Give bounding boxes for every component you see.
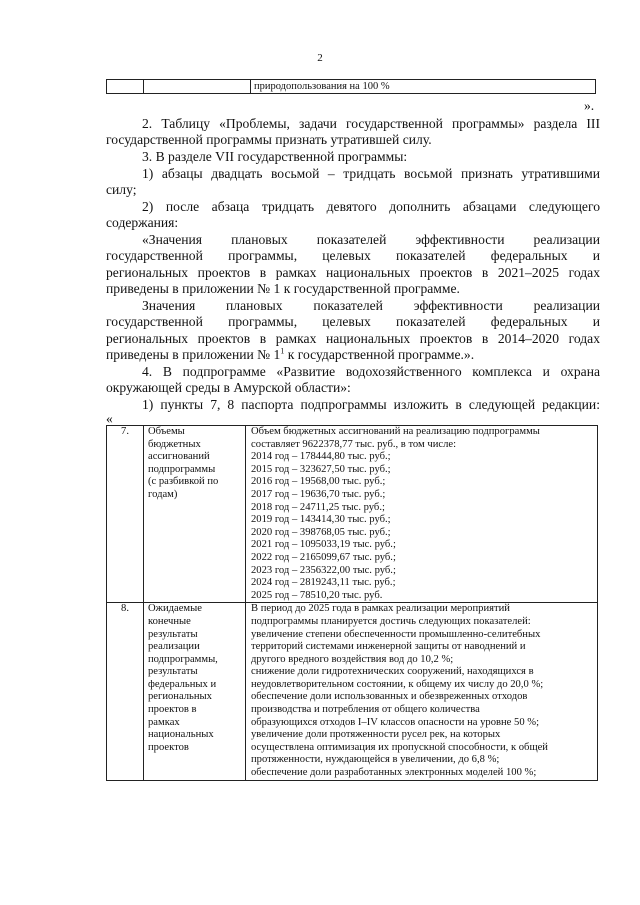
name-line: конечные <box>148 615 191 627</box>
passport-table <box>106 425 598 781</box>
name-line: Объемы <box>148 426 185 437</box>
table-row <box>107 426 598 603</box>
name-line: проектов <box>148 741 189 753</box>
quote-2-text-b: к государственной программе.». <box>284 347 475 362</box>
word: «Значения <box>142 232 203 247</box>
item-3-1-line-1: 1) абзацы двадцать восьмой – тридцать восьмой признать утратившими <box>142 166 600 181</box>
word: федеральных <box>490 314 568 329</box>
text-line: 2016 год – 19568,00 тыс. руб.; <box>251 476 386 488</box>
row-text <box>246 603 598 780</box>
paragraph-3-line-1: 3. В разделе VII государственной программы: <box>142 149 408 164</box>
text-line: обеспечение доли использованных и обезвреженных отходов <box>251 691 528 703</box>
text-line: территорий системами инженерной защиты от наводнений и <box>251 641 526 653</box>
name-line: проектов в <box>148 704 197 716</box>
word: Значения <box>142 298 196 313</box>
word: и <box>592 248 600 263</box>
table-row <box>107 603 598 780</box>
text-line: 2025 год – 78510,20 тыс. руб. <box>251 589 383 601</box>
paragraph-4-line-1: 4. В подпрограмме «Развитие водохозяйственного комплекса и охрана <box>142 364 600 379</box>
name-line: (с разбивкой по <box>148 476 219 488</box>
name-line: подпрограммы, <box>148 653 218 665</box>
quote-1-line-1 <box>142 232 600 248</box>
quote-1-line-4: приведены в приложении № 1 к государственной программе. <box>106 281 460 296</box>
text-line: В период до 2025 года в рамках реализации мероприятий <box>251 603 510 615</box>
row-text <box>246 426 598 603</box>
text-line: 2015 год – 323627,50 тыс. руб.; <box>251 463 391 475</box>
text-line: 2021 год – 1095033,19 тыс. руб.; <box>251 539 396 551</box>
text-line: 2024 год – 2819243,11 тыс. руб.; <box>251 577 396 589</box>
quote-1-line-3: региональных проектов в рамках национальных проектов в 2021–2025 годах <box>106 265 600 280</box>
word: плановых <box>231 232 288 247</box>
row-name <box>144 426 246 603</box>
word: показателей <box>316 232 387 247</box>
word: программы, <box>228 314 298 329</box>
text-line: осуществлена оптимизация их пропускной способности, к общей <box>251 741 548 753</box>
name-line: рамках <box>148 716 180 728</box>
name-line: федеральных и <box>148 678 217 690</box>
name-line: результаты <box>148 666 198 678</box>
item-4-1-line-1: 1) пункты 7, 8 паспорта подпрограммы изложить в следующей редакции: <box>142 397 600 412</box>
text-line: Объем бюджетных ассигнований на реализацию подпрограммы <box>251 426 540 437</box>
closing-quote: ». <box>584 98 595 113</box>
text-line: неудовлетворительном состоянии, к общему их числу до 20,0 %; <box>251 678 544 690</box>
table-cell-empty <box>107 80 144 94</box>
text-line: снижение доли гидротехнических сооружений, находящихся в <box>251 666 534 678</box>
text-line: другого вредного воздействия вод до 10,2 %; <box>251 653 454 665</box>
text-line: увеличение доли протяженности русел рек, на которых <box>251 729 501 741</box>
name-line: Ожидаемые <box>148 603 202 615</box>
name-line: ассигнований <box>148 451 210 463</box>
row-number: 8. <box>107 603 144 780</box>
word: целевых <box>322 248 371 263</box>
name-line: результаты <box>148 628 198 640</box>
text-line: 2022 год – 2165099,67 тыс. руб.; <box>251 551 396 563</box>
word: реализации <box>533 232 600 247</box>
quote-2-line-3: региональных проектов в рамках национальных проектов в 2014–2020 годах <box>106 331 600 346</box>
quote-2-text-a: приведены в приложении № 1 <box>106 347 281 362</box>
page-number: 2 <box>317 52 323 64</box>
text-line: подпрограммы планируется достичь следующих показателей: <box>251 615 531 627</box>
word: государственной <box>106 314 203 329</box>
name-line: бюджетных <box>148 438 201 450</box>
name-line: национальных <box>148 729 214 741</box>
superscript: 1 <box>280 346 285 356</box>
text-line: образующихся отходов I–IV классов опасности на уровне 50 %; <box>251 716 540 728</box>
name-line: реализации <box>148 641 200 653</box>
text-line: 2020 год – 398768,05 тыс. руб.; <box>251 526 391 538</box>
name-line: региональных <box>148 691 212 703</box>
word: реализации <box>533 298 600 313</box>
text-line: производства и потребления от общего количества <box>251 704 480 716</box>
word: показателей <box>313 298 383 313</box>
word: показателей <box>395 314 466 329</box>
table-row <box>107 80 596 94</box>
text-line: 2019 год – 143414,30 тыс. руб.; <box>251 514 391 526</box>
text-line: увеличение степени обеспеченности промышленно-селитебных <box>251 628 541 640</box>
word: показателей <box>395 248 466 263</box>
text-line: 2018 год – 24711,25 тыс. руб.; <box>251 501 385 513</box>
quote-2-line-2 <box>106 314 600 330</box>
word: эффективности <box>415 232 505 247</box>
name-line: подпрограммы <box>148 463 216 475</box>
word: программы, <box>228 248 298 263</box>
word: эффективности <box>413 298 503 313</box>
word: плановых <box>226 298 283 313</box>
word: федеральных <box>490 248 568 263</box>
quote-1-line-2 <box>106 248 600 264</box>
quote-2-line-1 <box>142 298 600 314</box>
paragraph-2-line-1: 2. Таблицу «Проблемы, задачи государственной программы» раздела III <box>142 116 600 131</box>
paragraph-2-line-2: государственной программы признать утратившей силу. <box>106 132 432 147</box>
name-line: годам) <box>148 488 178 500</box>
item-3-1-line-2: силу; <box>106 182 137 197</box>
text-line: составляет 9622378,77 тыс. руб., в том числе: <box>251 438 457 450</box>
item-3-2-line-1: 2) после абзаца тридцать девятого дополнить абзацами следующего <box>142 199 600 214</box>
text-line: обеспечение доли разработанных электронных моделей 100 %; <box>251 767 537 779</box>
table-cell-empty <box>144 80 251 94</box>
row-name <box>144 603 246 780</box>
word: целевых <box>322 314 371 329</box>
text-line: 2023 год – 2356322,00 тыс. руб.; <box>251 564 396 576</box>
paragraph-4-line-2: окружающей среды в Амурской области»: <box>106 380 351 395</box>
table-cell: природопользования на 100 % <box>251 80 596 94</box>
word: государственной <box>106 248 203 263</box>
text-line: 2017 год – 19636,70 тыс. руб.; <box>251 488 386 500</box>
text-line: 2014 год – 178444,80 тыс. руб.; <box>251 451 391 463</box>
continued-table-fragment <box>106 79 596 94</box>
text-line: протяженности, нуждающейся в увеличении, до 6,8 %; <box>251 754 500 766</box>
row-number: 7. <box>107 426 144 603</box>
quote-2-line-4 <box>106 347 474 363</box>
item-3-2-line-2: содержания: <box>106 215 179 230</box>
word: и <box>592 314 600 329</box>
open-quote: « <box>106 411 113 426</box>
